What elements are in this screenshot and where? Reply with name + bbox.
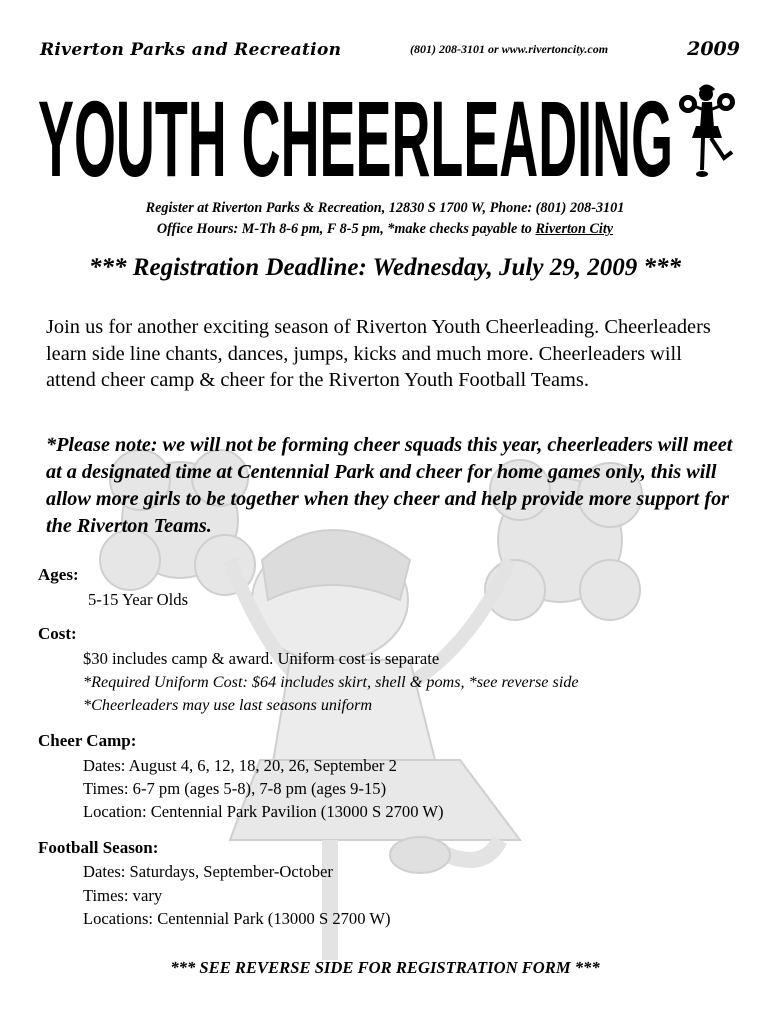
intro-paragraph: Join us for another exciting season of Riverton Youth Cheerleading. Cheerleaders learn side line chants, dances, jumps, kicks and much more. Cheerleaders will attend cheer camp & cheer for the Riverton Youth Football Teams. bbox=[46, 316, 711, 391]
office-hours-line bbox=[40, 219, 730, 240]
registration-deadline: *** Registration Deadline: Wednesday, July 29, 2009 *** bbox=[89, 254, 681, 281]
cost-line: *Cheerleaders may use last seasons uniform bbox=[83, 696, 373, 714]
cheerleader-icon bbox=[676, 82, 738, 182]
office-hours-text: Office Hours: M-Th 8-6 pm, F 8-5 pm, *make checks payable to bbox=[156, 221, 536, 237]
cost-line: *Required Uniform Cost: $64 includes skirt, shell & poms, *see reverse side bbox=[83, 673, 579, 691]
contact-info: (801) 208-3101 or www.rivertoncity.com bbox=[410, 42, 609, 56]
registration-address-line: Register at Riverton Parks & Recreation, 12830 S 1700 W, Phone: (801) 208-3101 bbox=[145, 200, 625, 216]
main-title bbox=[38, 80, 678, 190]
reverse-side-notice: *** SEE REVERSE SIDE FOR REGISTRATION FORM *** bbox=[170, 958, 600, 977]
ages-line: 5-15 Year Olds bbox=[88, 590, 189, 609]
cheer-camp-line: Location: Centennial Park Pavilion (13000 S 2700 W) bbox=[83, 802, 444, 821]
registration-info bbox=[40, 198, 730, 240]
football-season-heading: Football Season: bbox=[38, 838, 159, 857]
cheer-camp-line: Dates: August 4, 6, 12, 18, 20, 26, September 2 bbox=[83, 756, 397, 775]
football-season-line: Locations: Centennial Park (13000 S 2700 W) bbox=[83, 909, 391, 928]
main-title-text: YOUTH CHEERLEADING bbox=[38, 80, 673, 190]
cost-line: $30 includes camp & award. Uniform cost is separate bbox=[83, 649, 440, 668]
payee-name: Riverton City bbox=[535, 221, 614, 237]
ages-heading: Ages: bbox=[38, 565, 79, 584]
cheer-camp-heading: Cheer Camp: bbox=[38, 731, 137, 750]
header-bar bbox=[40, 38, 740, 68]
football-season-line: Dates: Saturdays, September-October bbox=[83, 862, 333, 881]
cheer-camp-line: Times: 6-7 pm (ages 5-8), 7-8 pm (ages 9-15) bbox=[83, 779, 387, 798]
cost-heading: Cost: bbox=[38, 624, 77, 643]
year-label: 2009 bbox=[687, 38, 740, 60]
organization-name: Riverton Parks and Recreation bbox=[40, 40, 342, 60]
please-note-paragraph: *Please note: we will not be forming cheer squads this year, cheerleaders will meet at a designated time at Centennial Park and cheer for home games only, this will allow more girls to be together when they cheer and help provide more support for the Riverton Teams. bbox=[46, 434, 733, 537]
football-season-line: Times: vary bbox=[83, 886, 163, 905]
